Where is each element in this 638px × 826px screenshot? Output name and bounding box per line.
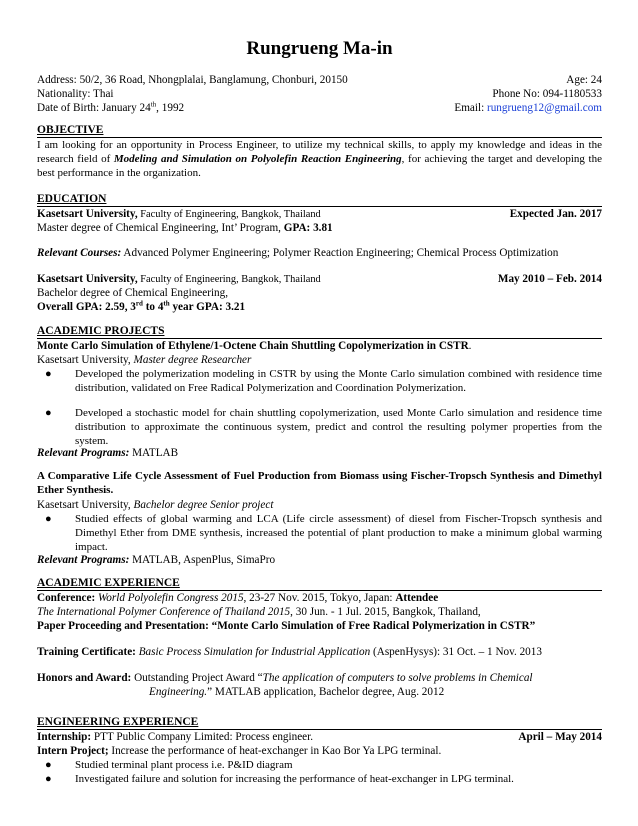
honors-award-line-1: Honors and Award: Outstanding Project Award “The application of computers to solve problems in Chemical bbox=[37, 672, 533, 684]
project-2-programs: Relevant Programs: MATLAB, AspenPlus, SimaPro bbox=[37, 554, 276, 566]
education-entry-2-degree: Bachelor degree of Chemical Engineering, bbox=[37, 287, 229, 299]
education-entry-1-courses: Relevant Courses: Advanced Polymer Engineering; Polymer Reaction Engineering; Chemical Process Optimization bbox=[37, 247, 559, 259]
project-2-bullet-1: ● Studied effects of global warming and LCA (Life circle assessment) of diesel from Fischer-Tropsch synthesis and Dimethyl Ether from DME synthesis, increased the potential of plant production to make a minimum global warming impact. bbox=[45, 513, 602, 554]
nationality: Nationality: Thai bbox=[37, 88, 114, 100]
intern-project: Intern Project; Increase the performance of heat-exchanger in Kao Bor Ya LPG terminal. bbox=[37, 745, 442, 757]
internship: Internship: PTT Public Company Limited: Process engineer. April – May 2014 bbox=[37, 731, 602, 743]
contact-row-2 bbox=[37, 87, 602, 101]
education-entry-2-gpa: Overall GPA: 2.59, 3rd to 4th year GPA: 3.21 bbox=[37, 299, 246, 313]
education-entry-1-date: Expected Jan. 2017 bbox=[509, 208, 602, 220]
project-1-programs: Relevant Programs: MATLAB bbox=[37, 447, 179, 459]
project-1-title: Monte Carlo Simulation of Ethylene/1-Octene Chain Shuttling Copolymerization in CSTR. bbox=[37, 340, 472, 352]
candidate-name: Rungrueng Ma-in bbox=[246, 38, 393, 59]
education-entry-2-date: May 2010 – Feb. 2014 bbox=[497, 273, 602, 285]
engineering-bullet-1: ● Studied terminal plant process i.e. P&ID diagram bbox=[45, 759, 293, 771]
section-education-heading: EDUCATION bbox=[37, 193, 602, 207]
education-entry-1-header: Kasetsart University, Faculty of Engineering, Bangkok, Thailand Expected Jan. 2017 bbox=[37, 208, 602, 220]
age: Age: 24 bbox=[566, 74, 602, 86]
email: Email: rungrueng12@gmail.com bbox=[454, 102, 602, 114]
section-projects-heading: ACADEMIC PROJECTS bbox=[37, 325, 602, 339]
project-2-title: A Comparative Life Cycle Assessment of Fuel Production from Biomass using Fischer-Tropsch Synthesis and Dimethyl Ether Synthesis. bbox=[37, 470, 602, 497]
section-engineering-heading: ENGINEERING EXPERIENCE bbox=[37, 716, 602, 730]
contact-row-3 bbox=[37, 101, 602, 115]
project-1-org: Kasetsart University, Master degree Researcher bbox=[37, 354, 252, 366]
project-1-bullet-2: ● Developed a stochastic model for chain shuttling copolymerization, used Monte Carlo simulation and residence time distribution to approximate the continuous system, predict and control the resulting polymer properties from the system. bbox=[45, 407, 602, 448]
internship-date: April – May 2014 bbox=[518, 731, 602, 743]
section-experience-heading: ACADEMIC EXPERIENCE bbox=[37, 577, 602, 591]
address: Address: 50/2, 36 Road, Nhongplalai, Banglamung, Chonburi, 20150 bbox=[37, 74, 348, 86]
project-2-org: Kasetsart University, Bachelor degree Senior project bbox=[37, 499, 274, 511]
section-objective-heading: OBJECTIVE bbox=[37, 124, 602, 138]
training-certificate: Training Certificate: Basic Process Simulation for Industrial Application (AspenHysys): 31 Oct. – 1 Nov. 2013 bbox=[37, 646, 542, 658]
engineering-bullet-2: ● Investigated failure and solution for increasing the performance of heat-exchanger in LPG terminal. bbox=[45, 773, 514, 785]
education-entry-1-degree: Master degree of Chemical Engineering, Int’ Program, GPA: 3.81 bbox=[37, 222, 333, 234]
paper-presentation: Paper Proceeding and Presentation: “Monte Carlo Simulation of Free Radical Polymerization in CSTR” bbox=[37, 620, 536, 632]
contact-row-1 bbox=[37, 73, 602, 87]
email-link[interactable]: rungrueng12@gmail.com bbox=[486, 102, 602, 114]
objective-text: I am looking for an opportunity in Process Engineer, to utilize my technical skills, to apply my knowledge and ideas in the research field of Modeling and Simulation on Polyolefin Reaction Engineering, for achieving the target and developing the best performance in the organization. bbox=[37, 139, 602, 180]
phone: Phone No: 094-1180533 bbox=[492, 88, 602, 100]
honors-award-line-2: Engineering.” MATLAB application, Bachelor degree, Aug. 2012 bbox=[149, 686, 445, 698]
conference-1: Conference: World Polyolefin Congress 2015, 23-27 Nov. 2015, Tokyo, Japan: Attendee bbox=[37, 592, 439, 604]
education-entry-2-header: Kasetsart University, Faculty of Engineering, Bangkok, Thailand May 2010 – Feb. 2014 bbox=[37, 273, 602, 285]
date-of-birth: Date of Birth: January 24th, 1992 bbox=[37, 100, 185, 114]
project-1-bullet-1: ● Developed the polymerization modeling in CSTR by using the Monte Carlo simulation combined with residence time distribution, validated on Free Radical Polymerization and Coordination Polymerization. bbox=[45, 368, 602, 395]
conference-2: The International Polymer Conference of Thailand 2015, 30 Jun. - 1 Jul. 2015, Bangkok, Thailand, bbox=[37, 606, 481, 618]
